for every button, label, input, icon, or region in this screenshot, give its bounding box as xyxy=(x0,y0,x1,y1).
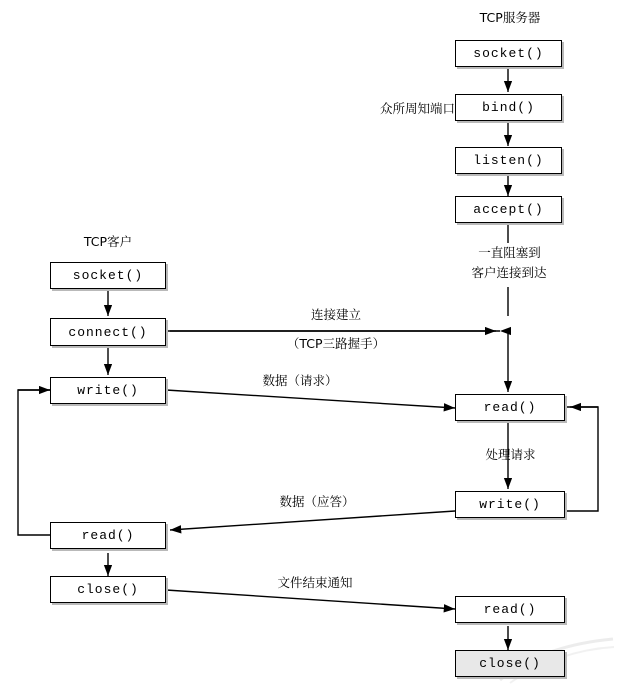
label-wellknown-port: 众所周知端口 xyxy=(379,101,455,116)
node-server-bind[interactable]: bind() xyxy=(455,94,562,121)
node-client-write[interactable]: write() xyxy=(50,377,166,404)
node-client-close[interactable]: close() xyxy=(50,576,166,603)
label-process-request: 处理请求 xyxy=(485,447,536,462)
label-eof-notify: 文件结束通知 xyxy=(277,575,353,590)
node-server-read-1[interactable]: read() xyxy=(455,394,565,421)
label-data-reply: 数据（应答） xyxy=(279,494,355,509)
node-server-read-2[interactable]: read() xyxy=(455,596,565,623)
node-client-socket[interactable]: socket() xyxy=(50,262,166,289)
label-block-until-line2: 客户连接到达 xyxy=(471,265,547,280)
node-client-read[interactable]: read() xyxy=(50,522,166,549)
label-block-until-line1: 一直阻塞到 xyxy=(478,245,541,260)
label-data-request: 数据（请求） xyxy=(262,373,338,388)
node-client-connect[interactable]: connect() xyxy=(50,318,166,346)
node-server-accept[interactable]: accept() xyxy=(455,196,562,223)
label-connection-established: 连接建立 xyxy=(310,307,361,322)
server-title: TCP服务器 xyxy=(479,10,541,25)
label-three-way-handshake: （TCP三路握手） xyxy=(286,336,386,351)
client-title: TCP客户 xyxy=(83,234,133,249)
node-server-listen[interactable]: listen() xyxy=(455,147,562,174)
node-server-socket[interactable]: socket() xyxy=(455,40,562,67)
node-server-close[interactable]: close() xyxy=(455,650,565,677)
node-server-write[interactable]: write() xyxy=(455,491,565,518)
